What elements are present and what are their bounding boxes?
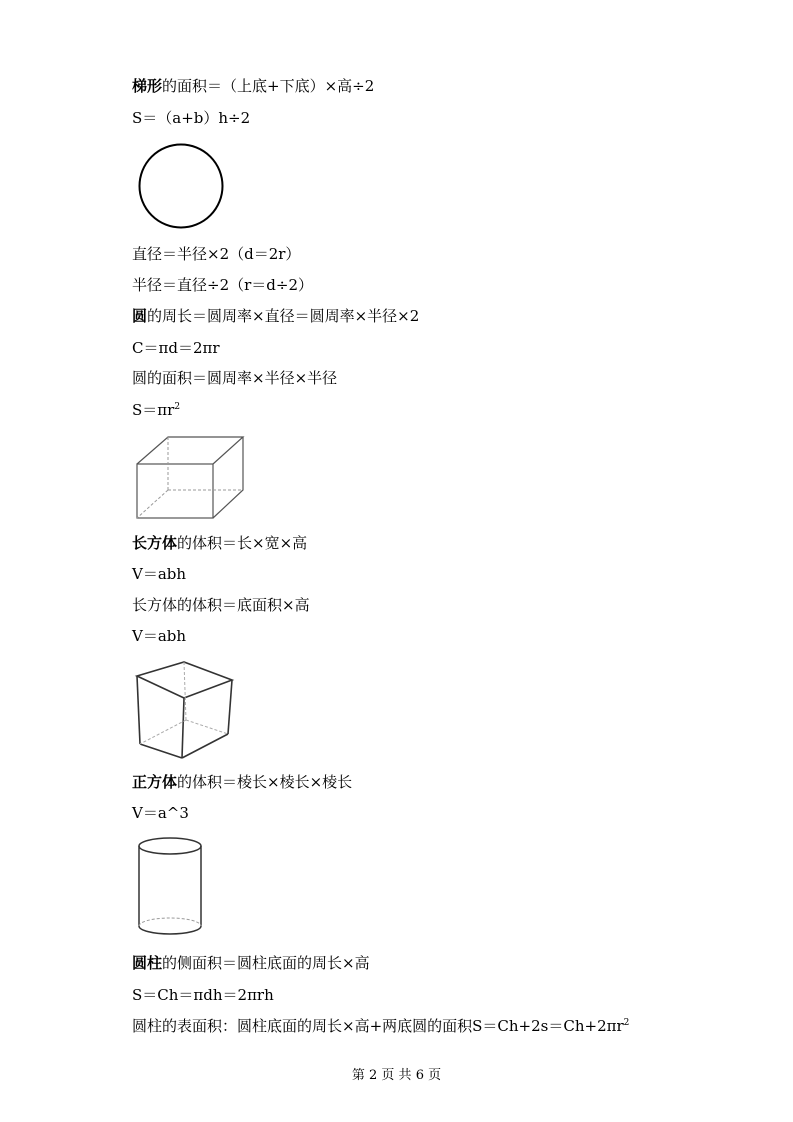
cuboid-formula-2: V＝abh: [132, 627, 187, 645]
cylinder-surface-text: [132, 1016, 629, 1036]
circle-area-formula-base: S＝πr: [132, 401, 175, 419]
cylinder-surface-exponent: 2: [623, 1018, 630, 1028]
cuboid-volume-text: [132, 533, 307, 553]
circle-area-formula: [132, 400, 180, 420]
cuboid-formula-1: V＝abh: [132, 565, 187, 583]
circumference-text: [132, 306, 419, 326]
cylinder-lateral-formula: S＝Ch＝πdh＝2πrh: [132, 986, 274, 1004]
cube-volume-desc: 的体积＝棱长×棱长×棱长: [177, 773, 353, 791]
cuboid-figure: [132, 432, 248, 522]
cylinder-label: 圆柱: [132, 954, 163, 972]
circle-figure: [132, 140, 228, 232]
trapezoid-formula: S＝（a+b）h÷2: [132, 109, 251, 127]
trapezoid-label: 梯形: [132, 77, 163, 95]
trapezoid-area-text: [132, 76, 374, 96]
circle-area-exponent: 2: [174, 402, 181, 412]
page-number-footer: 第 2 页 共 6 页: [351, 1068, 442, 1083]
cylinder-lateral-desc: 的侧面积＝圆柱底面的周长×高: [162, 954, 370, 972]
cuboid-volume-text-2: 长方体的体积＝底面积×高: [132, 596, 310, 614]
diameter-text: 直径＝半径×2（d＝2r）: [132, 245, 301, 263]
circumference-formula: C＝πd＝2πr: [132, 339, 220, 357]
circumference-desc: 的周长＝圆周率×直径＝圆周率×半径×2: [147, 307, 420, 325]
cylinder-lateral-text: [132, 953, 370, 973]
cuboid-label: 长方体: [132, 534, 178, 552]
circle-area-text: 圆的面积＝圆周率×半径×半径: [132, 369, 338, 387]
cube-figure: [132, 658, 240, 764]
cylinder-surface-base: 圆柱的表面积：圆柱底面的周长×高+两底圆的面积S＝Ch+2s＝Ch+2πr: [132, 1017, 624, 1035]
circle-label: 圆: [132, 307, 148, 325]
cylinder-figure: [132, 834, 208, 940]
cube-label: 正方体: [132, 773, 178, 791]
cuboid-volume-desc: 的体积＝长×宽×高: [177, 534, 308, 552]
radius-text: 半径＝直径÷2（r＝d÷2）: [132, 276, 313, 294]
cube-formula: V＝a^3: [132, 804, 189, 822]
cube-volume-text: [132, 772, 352, 792]
trapezoid-area-desc: 的面积＝（上底+下底）×高÷2: [162, 77, 375, 95]
